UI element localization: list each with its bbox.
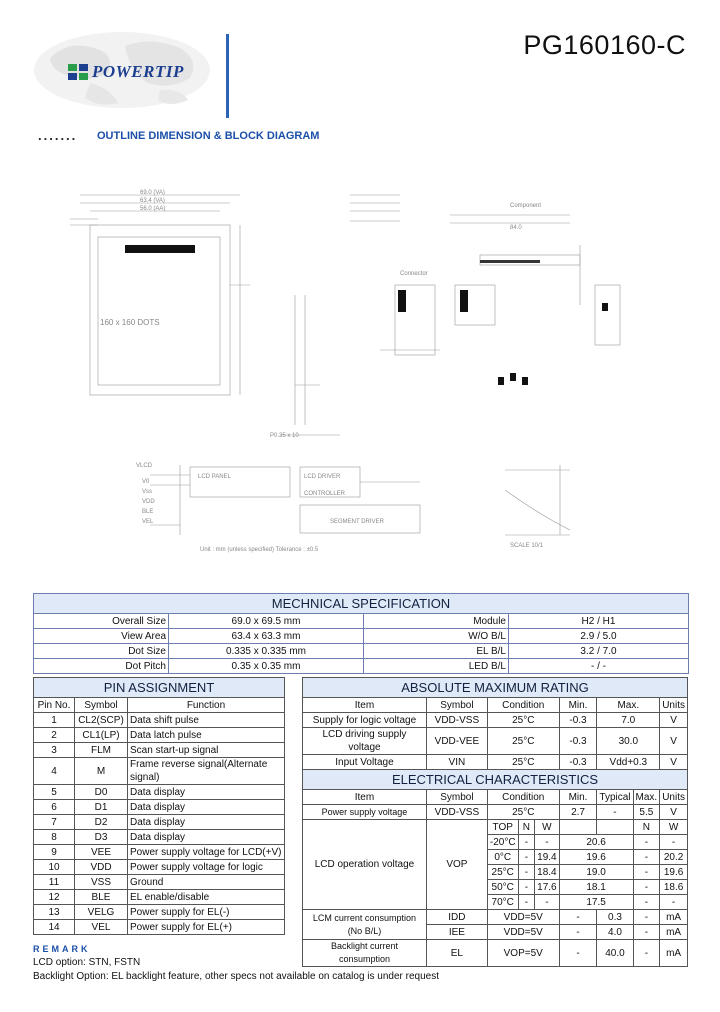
outline-drawing	[40, 185, 680, 560]
pin-no: 6	[34, 800, 75, 815]
pin-function: Power supply voltage for LCD(+V)	[128, 845, 285, 860]
pin-symbol: D1	[75, 800, 128, 815]
pin-symbol: FLM	[75, 743, 128, 758]
scale-note: SCALE 10/1	[510, 543, 544, 549]
ec-col-header-min: Min.	[559, 790, 597, 805]
table-row	[303, 728, 688, 755]
table-row	[34, 713, 285, 728]
ec-idd-symbol: IDD	[426, 910, 487, 925]
ec-item: Power supply voltage	[303, 805, 427, 820]
tolerance-note: Unit : mm (unless specified) Tolerance : ±0.5	[200, 547, 319, 553]
amr-units: V	[660, 728, 688, 755]
ec-w: 19.4	[535, 850, 559, 865]
mech-label2: LED B/L	[364, 659, 509, 674]
ec-idd-units: mA	[660, 910, 688, 925]
ec-temp: 0°C	[487, 850, 518, 865]
ec-col-header-typical: Typical	[597, 790, 633, 805]
ec-idd-typical: 0.3	[597, 910, 633, 925]
mech-label: Dot Pitch	[34, 659, 169, 674]
ec-w: -	[535, 835, 559, 850]
pin-no: 7	[34, 815, 75, 830]
ec-lcm-item: LCM current consumption (No B/L)	[303, 910, 427, 940]
mechanical-spec-title: MECHNICAL SPECIFICATION	[34, 594, 689, 614]
table-row	[34, 614, 689, 629]
table-row	[34, 905, 285, 920]
table-row	[303, 910, 688, 925]
mech-label: Dot Size	[34, 644, 169, 659]
table-row	[34, 860, 285, 875]
dim-overall-label: 69.0 (VA)	[140, 190, 165, 196]
pin-symbol: D2	[75, 815, 128, 830]
ec-bl-condition: VOP=5V	[487, 940, 559, 967]
amr-condition: 25°C	[487, 728, 559, 755]
pin-symbol: VEL	[75, 920, 128, 935]
pin-no: 2	[34, 728, 75, 743]
amr-symbol: VDD-VSS	[426, 713, 487, 728]
ec-n-header-2: N	[633, 820, 660, 835]
ec-n-header: N	[518, 820, 535, 835]
pin-no: 9	[34, 845, 75, 860]
mech-value2: - / -	[509, 659, 689, 674]
pin-function: Data display	[128, 800, 285, 815]
table-row	[34, 830, 285, 845]
dim-aa-label: 56.0 (AA)	[140, 206, 166, 212]
pin-symbol: BLE	[75, 890, 128, 905]
ec-idd-max: -	[633, 910, 660, 925]
ec-w-header-2: W	[660, 820, 688, 835]
pin-function: Frame reverse signal(Alternate signal)	[128, 758, 285, 785]
pin-no: 4	[34, 758, 75, 785]
mech-value: 69.0 x 69.5 mm	[169, 614, 364, 629]
ec-n: -	[518, 880, 535, 895]
table-row	[34, 743, 285, 758]
amr-symbol: VDD-VEE	[426, 728, 487, 755]
amr-condition: 25°C	[487, 755, 559, 770]
ec-condition: 25°C	[487, 805, 559, 820]
mech-value2: H2 / H1	[509, 614, 689, 629]
ec-iee-symbol: IEE	[426, 925, 487, 940]
table-row	[303, 755, 688, 770]
ec-bl-typical: 40.0	[597, 940, 633, 967]
ec-n: -	[518, 895, 535, 910]
table-row	[303, 805, 688, 820]
pin-no: 5	[34, 785, 75, 800]
ec-bl-symbol: EL	[426, 940, 487, 967]
ec-iee-max: -	[633, 925, 660, 940]
pin-no: 11	[34, 875, 75, 890]
pin-label-ble: BLE	[142, 509, 154, 515]
table-row	[34, 815, 285, 830]
mech-label2: Module	[364, 614, 509, 629]
component-note: Component	[510, 203, 542, 209]
pin-function: Scan start-up signal	[128, 743, 285, 758]
ec-w-max: -	[660, 835, 688, 850]
table-row	[34, 845, 285, 860]
ec-units: V	[660, 805, 688, 820]
ec-temp: 25°C	[487, 865, 518, 880]
pin-function: Power supply for EL(+)	[128, 920, 285, 935]
col-header-condition: Condition	[487, 698, 559, 713]
amr-min: -0.3	[559, 755, 597, 770]
pin-no: 8	[34, 830, 75, 845]
ec-iee-typical: 4.0	[597, 925, 633, 940]
pin-symbol: D3	[75, 830, 128, 845]
ec-temp: 50°C	[487, 880, 518, 895]
block-segment-driver: SEGMENT DRIVER	[330, 519, 384, 525]
table-row	[34, 758, 285, 785]
pin-function: Data shift pulse	[128, 713, 285, 728]
ec-n: -	[518, 835, 535, 850]
col-header-units: Units	[660, 698, 688, 713]
amr-symbol: VIN	[426, 755, 487, 770]
driver-ic-mark	[125, 245, 195, 253]
pin-label-vel: VEL	[142, 519, 154, 525]
function-col-header: Function	[128, 698, 285, 713]
pin-no: 12	[34, 890, 75, 905]
pin-label-vss: Vss	[142, 489, 153, 495]
col-header-symbol: Symbol	[426, 698, 487, 713]
pin-symbol: VDD	[75, 860, 128, 875]
ec-n: -	[518, 850, 535, 865]
remark-line-1: LCD option: STN, FSTN	[33, 957, 141, 968]
col-header-min: Min.	[559, 698, 597, 713]
pin-no: 10	[34, 860, 75, 875]
pin-no: 13	[34, 905, 75, 920]
pin-assignment-table	[33, 677, 285, 935]
table-row	[303, 940, 688, 967]
ec-temp: 70°C	[487, 895, 518, 910]
pin-no: 3	[34, 743, 75, 758]
ec-col-header-units: Units	[660, 790, 688, 805]
pin-symbol: VELG	[75, 905, 128, 920]
block-lcd-panel: LCD PANEL	[198, 474, 231, 480]
table-row	[34, 644, 689, 659]
ec-lcd-item: LCD operation voltage	[303, 820, 427, 910]
pin-function: Data display	[128, 785, 285, 800]
ec-w-max: -	[660, 895, 688, 910]
ec-temp: -20°C	[487, 835, 518, 850]
mech-value: 0.35 x 0.35 mm	[169, 659, 364, 674]
table-row	[34, 875, 285, 890]
table-row	[303, 713, 688, 728]
remark-line-2: Backlight Option: EL backlight feature, other specs not available on catalog is under request	[33, 971, 439, 982]
section-title: OUTLINE DIMENSION & BLOCK DIAGRAM	[97, 130, 320, 142]
amr-max: 30.0	[597, 728, 660, 755]
pin-function: Power supply for EL(-)	[128, 905, 285, 920]
ec-max: 5.5	[633, 805, 660, 820]
symbol-col-header: Symbol	[75, 698, 128, 713]
ec-n-max: -	[633, 865, 660, 880]
pin-symbol: CL1(LP)	[75, 728, 128, 743]
pin-function: EL enable/disable	[128, 890, 285, 905]
remark-title: REMARK	[33, 944, 91, 954]
ratings-table	[302, 677, 688, 967]
ec-n-max: -	[633, 850, 660, 865]
amr-units: V	[660, 713, 688, 728]
powertip-logo-icon	[68, 64, 88, 80]
pin-label-vlcd: VLCD	[136, 463, 153, 469]
pin-symbol: VEE	[75, 845, 128, 860]
ec-symbol: VDD-VSS	[426, 805, 487, 820]
table-row	[34, 890, 285, 905]
pin-function: Data display	[128, 830, 285, 845]
abs-max-title: ABSOLUTE MAXIMUM RATING	[303, 678, 688, 698]
pin-symbol: M	[75, 758, 128, 785]
pin-function: Power supply voltage for logic	[128, 860, 285, 875]
mech-label2: EL B/L	[364, 644, 509, 659]
amr-condition: 25°C	[487, 713, 559, 728]
amr-min: -0.3	[559, 713, 597, 728]
ec-bl-units: mA	[660, 940, 688, 967]
mech-value2: 2.9 / 5.0	[509, 629, 689, 644]
ec-n-max: -	[633, 880, 660, 895]
mech-label: Overall Size	[34, 614, 169, 629]
electrical-title: ELECTRICAL CHARACTERISTICS	[303, 770, 688, 790]
mech-value: 0.335 x 0.335 mm	[169, 644, 364, 659]
amr-min: -0.3	[559, 728, 597, 755]
table-row	[34, 920, 285, 935]
connector-label: Connector	[400, 271, 428, 277]
pin-no: 14	[34, 920, 75, 935]
amr-max: 7.0	[597, 713, 660, 728]
amr-units: V	[660, 755, 688, 770]
amr-item: Input Voltage	[303, 755, 427, 770]
mech-label2: W/O B/L	[364, 629, 509, 644]
col-header-item: Item	[303, 698, 427, 713]
ec-typical: 19.6	[559, 850, 633, 865]
ec-idd-min: -	[559, 910, 597, 925]
ec-min: 2.7	[559, 805, 597, 820]
mechanical-spec-table	[33, 593, 689, 674]
pin-symbol: D0	[75, 785, 128, 800]
pitch-note: P0.35 x 10	[270, 433, 299, 439]
mech-label: View Area	[34, 629, 169, 644]
table-row	[34, 659, 689, 674]
table-row	[34, 629, 689, 644]
ec-typical: 17.5	[559, 895, 633, 910]
pin-label-v0: V0	[142, 479, 150, 485]
ec-w-max: 18.6	[660, 880, 688, 895]
ec-n-max: -	[633, 895, 660, 910]
dim-va-label: 63.4 (VA)	[140, 198, 165, 204]
ec-bl-item: Backlight current consumption	[303, 940, 427, 967]
pin-function: Data display	[128, 815, 285, 830]
amr-max: Vdd+0.3	[597, 755, 660, 770]
block-controller: CONTROLLER	[304, 491, 346, 497]
brand-logo-text: POWERTIP	[92, 62, 184, 81]
ec-n: -	[518, 865, 535, 880]
col-header-max: Max.	[597, 698, 660, 713]
part-number: PG160160-C	[523, 30, 686, 60]
table-row	[34, 800, 285, 815]
pin-function: Ground	[128, 875, 285, 890]
mech-value2: 3.2 / 7.0	[509, 644, 689, 659]
ec-w: -	[535, 895, 559, 910]
ec-col-header-condition: Condition	[487, 790, 559, 805]
ec-n-max: -	[633, 835, 660, 850]
pin-function: Data latch pulse	[128, 728, 285, 743]
ec-w-max: 19.6	[660, 865, 688, 880]
ec-iee-units: mA	[660, 925, 688, 940]
panel-label: 160 x 160 DOTS	[100, 318, 160, 327]
dim-side-label: 84.0	[510, 225, 522, 231]
ec-w: 18.4	[535, 865, 559, 880]
table-row	[34, 728, 285, 743]
pin-assignment-title: PIN ASSIGNMENT	[34, 678, 285, 698]
ec-typical: -	[597, 805, 633, 820]
header-divider	[226, 34, 229, 118]
ec-w-max: 20.2	[660, 850, 688, 865]
leader-dots: .......	[38, 128, 78, 143]
ec-iee-min: -	[559, 925, 597, 940]
ec-col-header-max: Max.	[633, 790, 660, 805]
amr-item: LCD driving supply voltage	[303, 728, 427, 755]
ec-lcd-symbol: VOP	[426, 820, 487, 910]
pin-symbol: VSS	[75, 875, 128, 890]
ec-iee-condition: VDD=5V	[487, 925, 559, 940]
pin-symbol: CL2(SCP)	[75, 713, 128, 728]
ec-col-header-symbol: Symbol	[426, 790, 487, 805]
pin-col-header: Pin No.	[34, 698, 75, 713]
block-lcd-driver: LCD DRIVER	[304, 474, 341, 480]
pin-label-vdd: VDD	[142, 499, 155, 505]
amr-item: Supply for logic voltage	[303, 713, 427, 728]
ec-top-header: TOP	[487, 820, 518, 835]
mech-value: 63.4 x 63.3 mm	[169, 629, 364, 644]
ec-typical: 18.1	[559, 880, 633, 895]
ec-bl-min: -	[559, 940, 597, 967]
ec-bl-max: -	[633, 940, 660, 967]
ec-w-header: W	[535, 820, 559, 835]
ec-typical: 19.0	[559, 865, 633, 880]
pin-no: 1	[34, 713, 75, 728]
ec-w: 17.6	[535, 880, 559, 895]
table-row	[34, 785, 285, 800]
ec-idd-condition: VDD=5V	[487, 910, 559, 925]
table-row	[303, 820, 688, 835]
ec-col-header-item: Item	[303, 790, 427, 805]
ec-typical: 20.6	[559, 835, 633, 850]
